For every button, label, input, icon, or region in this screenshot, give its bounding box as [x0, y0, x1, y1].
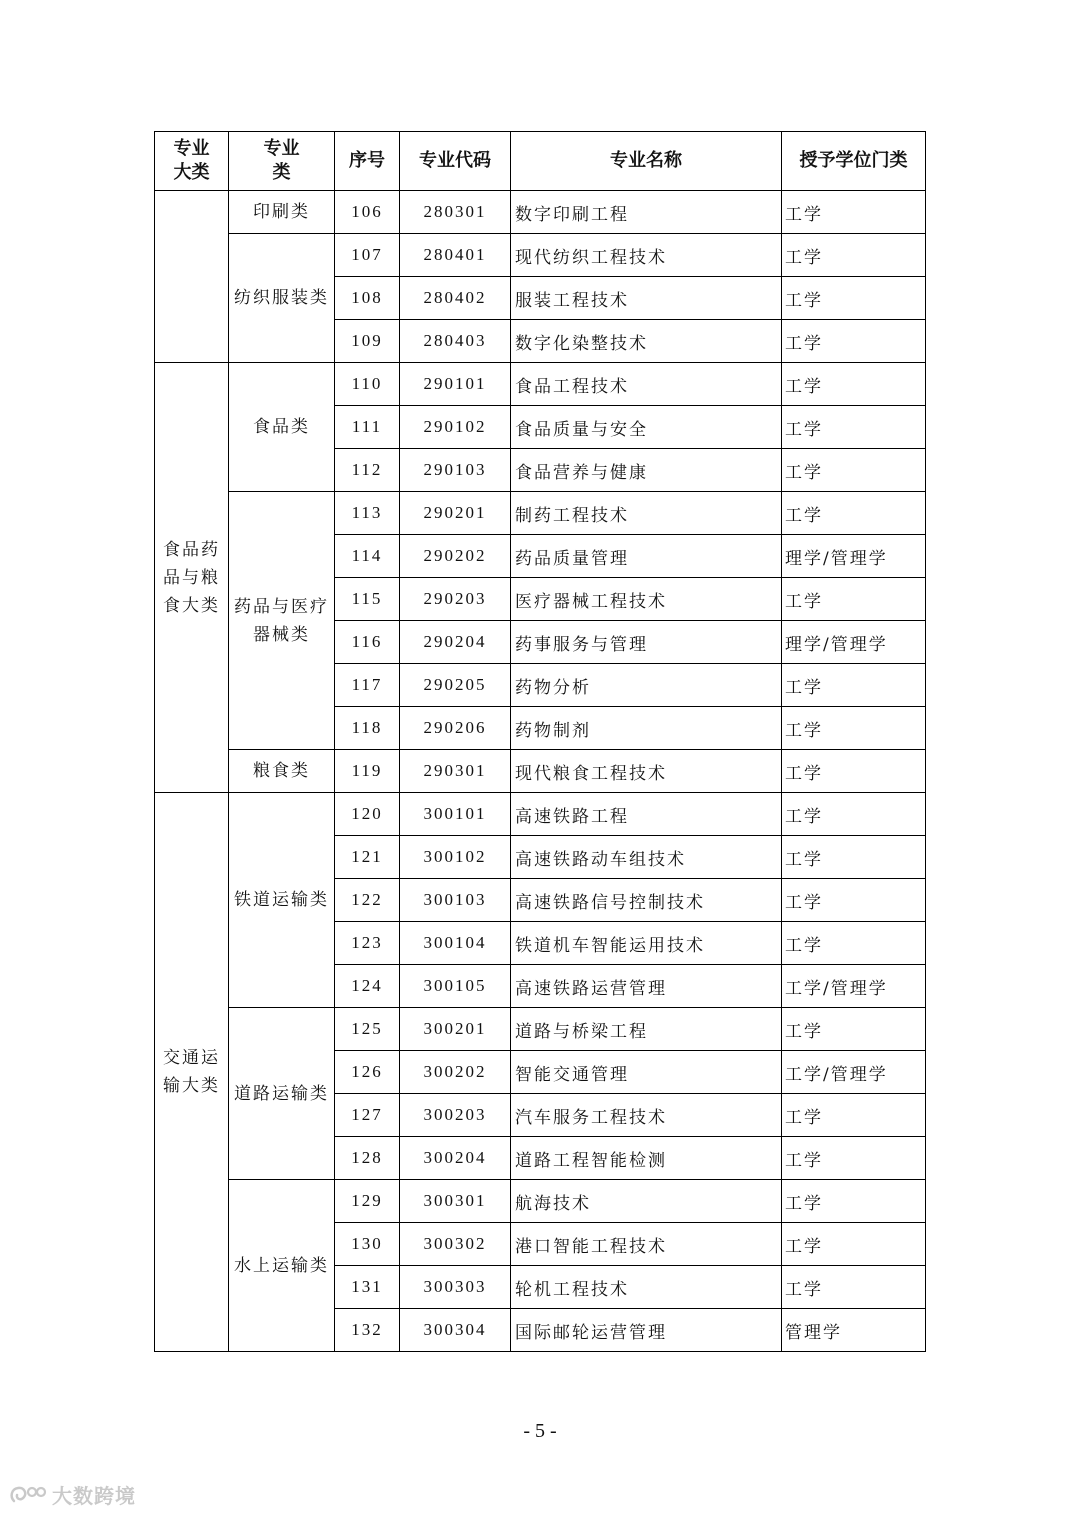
serial-cell: 124 — [335, 965, 400, 1008]
degree-cell: 工学/管理学 — [782, 1051, 926, 1094]
major-name-cell: 制药工程技术 — [511, 492, 782, 535]
serial-cell: 118 — [335, 707, 400, 750]
header-major-category — [229, 132, 335, 191]
major-name-cell: 数字化染整技术 — [511, 320, 782, 363]
serial-cell: 126 — [335, 1051, 400, 1094]
code-cell: 300202 — [400, 1051, 511, 1094]
header-degree: 授予学位门类 — [782, 132, 926, 191]
degree-cell: 管理学 — [782, 1309, 926, 1352]
degree-cell: 工学 — [782, 578, 926, 621]
major-group-line: 输大类 — [163, 1076, 220, 1096]
code-cell: 300104 — [400, 922, 511, 965]
major-name-cell: 药品质量管理 — [511, 535, 782, 578]
serial-cell: 106 — [335, 191, 400, 234]
code-cell: 280403 — [400, 320, 511, 363]
code-cell: 280402 — [400, 277, 511, 320]
major-group-cell — [155, 363, 229, 793]
code-cell: 300301 — [400, 1180, 511, 1223]
serial-cell: 121 — [335, 836, 400, 879]
code-cell: 300302 — [400, 1223, 511, 1266]
major-category-cell — [229, 191, 335, 234]
major-name-cell: 高速铁路运营管理 — [511, 965, 782, 1008]
code-cell: 290204 — [400, 621, 511, 664]
serial-cell: 132 — [335, 1309, 400, 1352]
serial-cell: 130 — [335, 1223, 400, 1266]
degree-cell: 工学/管理学 — [782, 965, 926, 1008]
degree-cell: 工学 — [782, 277, 926, 320]
major-name-cell: 药物分析 — [511, 664, 782, 707]
degree-cell: 工学 — [782, 836, 926, 879]
watermark — [8, 1480, 136, 1509]
header-major-category-line2: 类 — [272, 162, 291, 183]
header-major-group — [155, 132, 229, 191]
table-row — [155, 793, 926, 836]
major-category-cell — [229, 1008, 335, 1180]
major-group-line: 交通运 — [163, 1048, 220, 1068]
degree-cell: 工学 — [782, 1266, 926, 1309]
major-category-cell — [229, 1180, 335, 1352]
degree-cell: 工学 — [782, 793, 926, 836]
serial-cell: 120 — [335, 793, 400, 836]
table-row — [155, 191, 926, 234]
table-row — [155, 1180, 926, 1223]
serial-cell: 115 — [335, 578, 400, 621]
serial-cell: 129 — [335, 1180, 400, 1223]
major-name-cell: 港口智能工程技术 — [511, 1223, 782, 1266]
code-cell: 290203 — [400, 578, 511, 621]
code-cell: 300204 — [400, 1137, 511, 1180]
major-category-line: 印刷类 — [253, 202, 310, 222]
major-category-line: 铁道运输类 — [234, 890, 329, 910]
major-category-line: 器械类 — [253, 624, 310, 645]
degree-cell: 工学 — [782, 406, 926, 449]
table-header-row — [155, 132, 926, 191]
code-cell: 300203 — [400, 1094, 511, 1137]
degree-cell: 工学 — [782, 363, 926, 406]
code-cell: 290101 — [400, 363, 511, 406]
major-category-line: 药品与医疗 — [234, 596, 329, 617]
degree-cell: 理学/管理学 — [782, 621, 926, 664]
serial-cell: 131 — [335, 1266, 400, 1309]
major-group-line: 食品药 — [163, 539, 220, 560]
table-row — [155, 363, 926, 406]
serial-cell: 108 — [335, 277, 400, 320]
major-category-cell — [229, 750, 335, 793]
major-name-cell: 食品工程技术 — [511, 363, 782, 406]
major-category-line: 道路运输类 — [234, 1083, 329, 1104]
major-category-cell — [229, 492, 335, 750]
table-row — [155, 234, 926, 277]
table-row — [155, 492, 926, 535]
degree-cell: 工学 — [782, 664, 926, 707]
degree-cell: 理学/管理学 — [782, 535, 926, 578]
majors-table — [154, 131, 926, 1352]
major-name-cell: 现代粮食工程技术 — [511, 750, 782, 793]
code-cell: 280401 — [400, 234, 511, 277]
major-name-cell: 现代纺织工程技术 — [511, 234, 782, 277]
major-name-cell: 高速铁路动车组技术 — [511, 836, 782, 879]
major-name-cell: 药物制剂 — [511, 707, 782, 750]
major-category-line: 粮食类 — [253, 761, 310, 781]
serial-cell: 109 — [335, 320, 400, 363]
serial-cell: 122 — [335, 879, 400, 922]
header-major-group-line1: 专业 — [173, 138, 210, 159]
major-category-line: 纺织服装类 — [234, 288, 329, 308]
degree-cell: 工学 — [782, 750, 926, 793]
degree-cell: 工学 — [782, 449, 926, 492]
code-cell: 300304 — [400, 1309, 511, 1352]
header-serial: 序号 — [335, 132, 400, 191]
serial-cell: 113 — [335, 492, 400, 535]
major-category-line: 食品类 — [253, 417, 310, 437]
header-code: 专业代码 — [400, 132, 511, 191]
degree-cell: 工学 — [782, 492, 926, 535]
major-name-cell: 食品营养与健康 — [511, 449, 782, 492]
major-name-cell: 道路与桥梁工程 — [511, 1008, 782, 1051]
serial-cell: 127 — [335, 1094, 400, 1137]
serial-cell: 117 — [335, 664, 400, 707]
code-cell: 300201 — [400, 1008, 511, 1051]
degree-cell: 工学 — [782, 1137, 926, 1180]
major-group-cell — [155, 793, 229, 1352]
watermark-text: 大数跨境 — [52, 1484, 136, 1508]
major-name-cell: 服装工程技术 — [511, 277, 782, 320]
major-name-cell: 轮机工程技术 — [511, 1266, 782, 1309]
serial-cell: 107 — [335, 234, 400, 277]
table-row — [155, 1008, 926, 1051]
code-cell: 290206 — [400, 707, 511, 750]
major-name-cell: 数字印刷工程 — [511, 191, 782, 234]
major-name-cell: 高速铁路工程 — [511, 793, 782, 836]
serial-cell: 125 — [335, 1008, 400, 1051]
degree-cell: 工学 — [782, 1180, 926, 1223]
code-cell: 290301 — [400, 750, 511, 793]
serial-cell: 114 — [335, 535, 400, 578]
major-category-cell — [229, 234, 335, 363]
major-name-cell: 高速铁路信号控制技术 — [511, 879, 782, 922]
major-group-cell — [155, 191, 229, 363]
major-category-line: 水上运输类 — [234, 1255, 329, 1276]
code-cell: 290201 — [400, 492, 511, 535]
degree-cell: 工学 — [782, 191, 926, 234]
major-category-cell — [229, 793, 335, 1008]
code-cell: 300102 — [400, 836, 511, 879]
brand-logo-icon — [8, 1483, 48, 1507]
major-category-cell — [229, 363, 335, 492]
serial-cell: 111 — [335, 406, 400, 449]
serial-cell: 123 — [335, 922, 400, 965]
major-name-cell: 智能交通管理 — [511, 1051, 782, 1094]
code-cell: 280301 — [400, 191, 511, 234]
degree-cell: 工学 — [782, 1008, 926, 1051]
code-cell: 300103 — [400, 879, 511, 922]
major-name-cell: 医疗器械工程技术 — [511, 578, 782, 621]
degree-cell: 工学 — [782, 922, 926, 965]
page-number: - 5 - — [523, 1420, 557, 1442]
major-name-cell: 航海技术 — [511, 1180, 782, 1223]
degree-cell: 工学 — [782, 1094, 926, 1137]
serial-cell: 116 — [335, 621, 400, 664]
code-cell: 290205 — [400, 664, 511, 707]
majors-table-body — [155, 191, 926, 1352]
degree-cell: 工学 — [782, 234, 926, 277]
degree-cell: 工学 — [782, 707, 926, 750]
header-major-group-line2: 大类 — [173, 162, 210, 183]
degree-cell: 工学 — [782, 879, 926, 922]
major-name-cell: 道路工程智能检测 — [511, 1137, 782, 1180]
major-group-line: 食大类 — [163, 595, 220, 616]
header-name: 专业名称 — [511, 132, 782, 191]
degree-cell: 工学 — [782, 320, 926, 363]
header-major-category-line1: 专业 — [263, 138, 300, 159]
major-name-cell: 药事服务与管理 — [511, 621, 782, 664]
code-cell: 300101 — [400, 793, 511, 836]
major-group-line: 品与粮 — [163, 567, 220, 588]
code-cell: 290202 — [400, 535, 511, 578]
major-name-cell: 汽车服务工程技术 — [511, 1094, 782, 1137]
major-name-cell: 食品质量与安全 — [511, 406, 782, 449]
major-name-cell: 铁道机车智能运用技术 — [511, 922, 782, 965]
serial-cell: 128 — [335, 1137, 400, 1180]
degree-cell: 工学 — [782, 1223, 926, 1266]
code-cell: 300303 — [400, 1266, 511, 1309]
code-cell: 290103 — [400, 449, 511, 492]
code-cell: 290102 — [400, 406, 511, 449]
major-name-cell: 国际邮轮运营管理 — [511, 1309, 782, 1352]
serial-cell: 119 — [335, 750, 400, 793]
code-cell: 300105 — [400, 965, 511, 1008]
serial-cell: 110 — [335, 363, 400, 406]
serial-cell: 112 — [335, 449, 400, 492]
table-row — [155, 750, 926, 793]
